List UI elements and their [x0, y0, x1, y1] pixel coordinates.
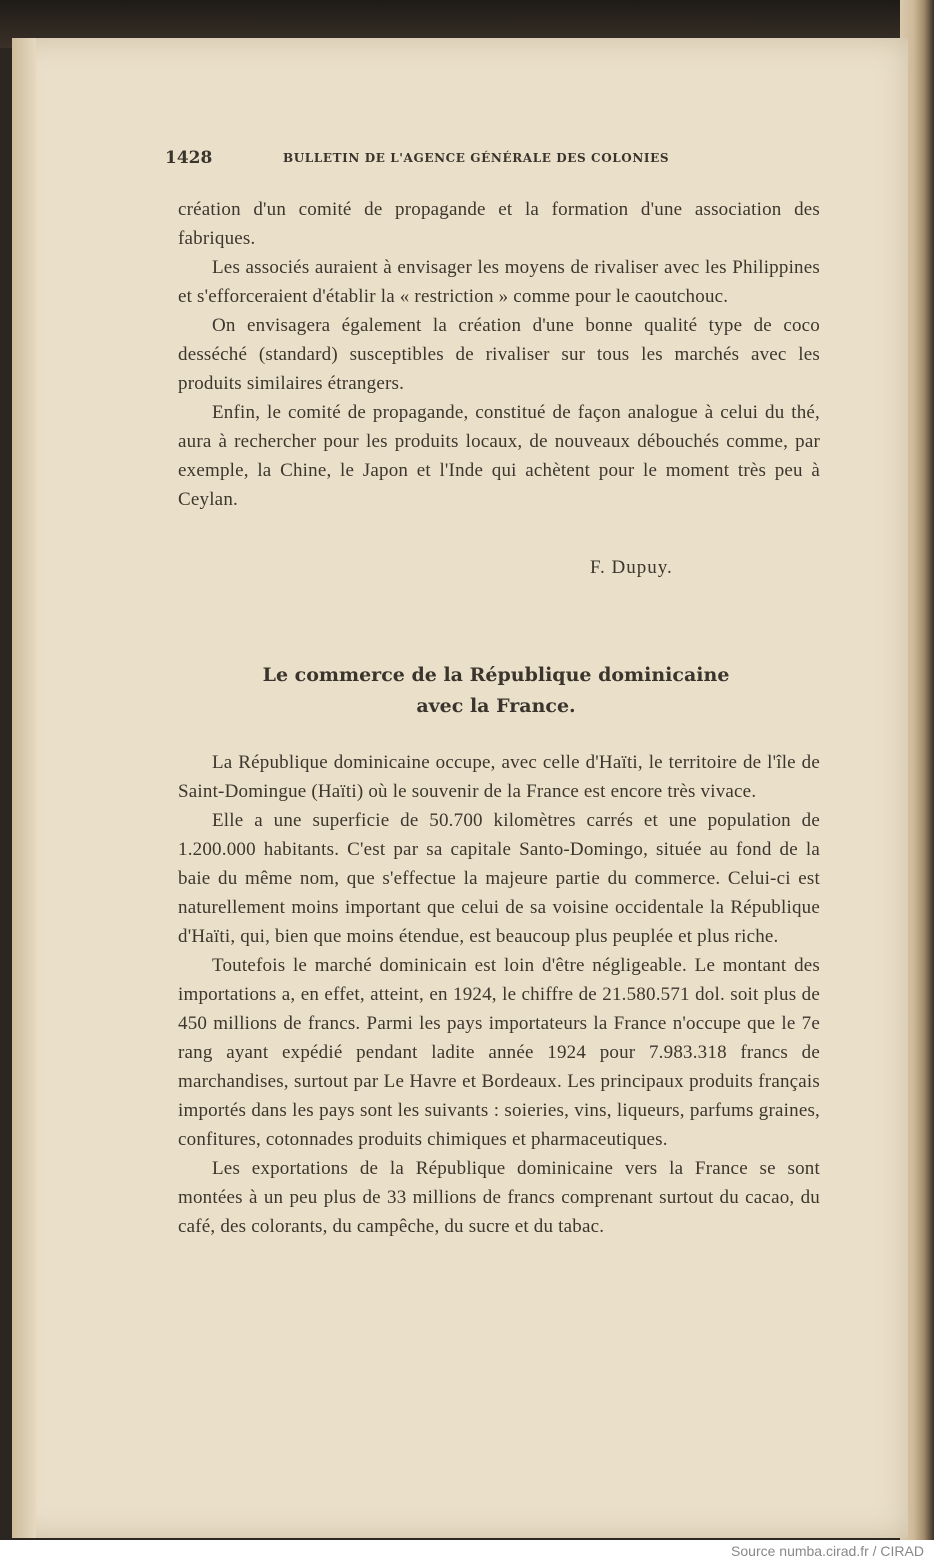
paragraph: Les associés auraient à envisager les moyens de rivaliser avec les Philippines et s'efforceraient d'établir la « restriction » comme pour le caoutchouc. [178, 257, 820, 307]
paragraph: création d'un comité de propagande et la formation d'une association des fabriques. [178, 199, 820, 249]
paragraph: Toutefois le marché dominicain est loin d'être négligeable. Le montant des importations a, en effet, atteint, en 1924, le chiffre de 21.580.571 dol. soit plus de 450 millions de francs. Parmi les pays importateurs la France n'occupe que le 7e rang ayant expédié pendant ladite année 1924 pour 7.983.318 francs de marchandises, surtout par Le Havre et Bordeaux. Les principaux produits français importés dans les pays sont les suivants : soieries, vins, liqueurs, parfums graines, confitures, cotonnades produits chimiques et pharmaceutiques. [178, 955, 820, 1150]
page-number: 1428 [165, 148, 213, 168]
paragraph: Les exportations de la République dominicaine vers la France se sont montées à un peu plus de 33 millions de francs comprenant surtout du cacao, du café, des colorants, du campêche, du sucre et du tabac. [178, 1158, 820, 1237]
paragraph: Elle a une superficie de 50.700 kilomètres carrés et une population de 1.200.000 habitants. C'est par sa capitale Santo-Domingo, située au fond de la baie du même nom, que s'effectue la majeure partie du commerce. Celui-ci est naturellement moins important que celui de sa voisine occidentale la République d'Haïti, qui, bien que moins étendue, est beaucoup plus peuplée et plus riche. [178, 810, 820, 947]
paragraph: La République dominicaine occupe, avec celle d'Haïti, le territoire de l'île de Saint-Domingue (Haïti) où le souvenir de la France est encore très vivace. [178, 752, 820, 802]
article-title-line: Le commerce de la République dominicaine [262, 664, 730, 686]
running-title: BULLETIN DE L'AGENCE GÉNÉRALE DES COLONIES [283, 151, 670, 165]
author-signature: F. Dupuy. [590, 557, 673, 578]
article-body [178, 748, 820, 1241]
page-gutter [12, 38, 36, 1538]
paragraph: Enfin, le comité de propagande, constitué de façon analogue à celui du thé, aura à rechercher pour les produits locaux, de nouveaux débouchés comme, par exemple, la Chine, le Japon et l'Inde qui achètent pour le moment très peu à Ceylan. [178, 402, 820, 510]
article-continuation [178, 195, 820, 514]
source-credit: Source numba.cirad.fr / CIRAD [731, 1543, 924, 1559]
paragraph: On envisagera également la création d'une bonne qualité type de coco desséché (standard) susceptibles de rivaliser sur tous les marchés avec les produits similaires étrangers. [178, 315, 820, 394]
article-title-line: avec la France. [416, 695, 576, 717]
article-title [178, 660, 814, 722]
